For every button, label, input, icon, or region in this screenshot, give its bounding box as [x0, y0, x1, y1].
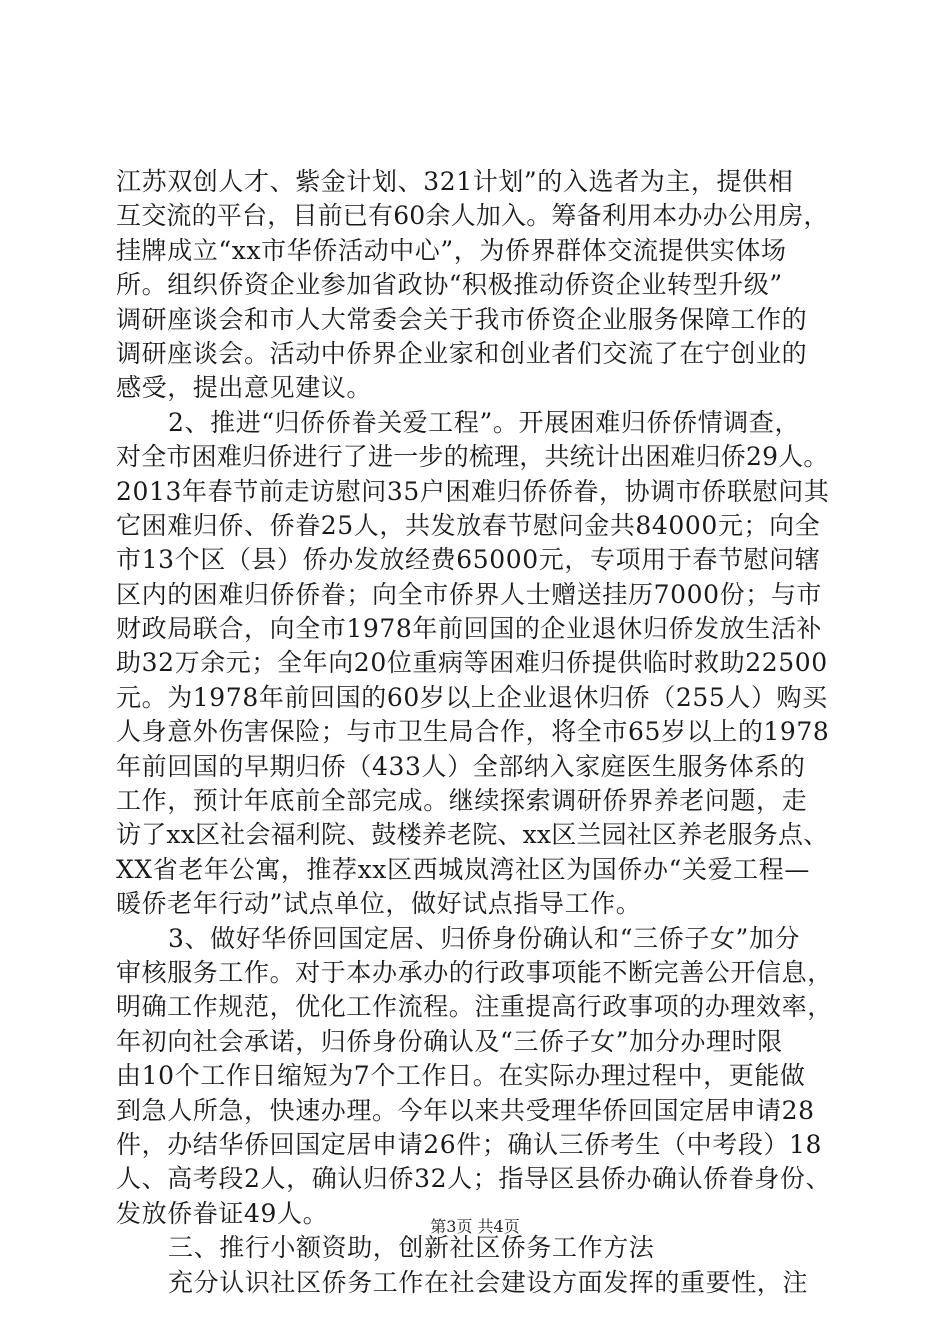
text-line: 访了xx区社会福利院、鼓楼养老院、xx区兰园社区养老服务点、 — [116, 820, 829, 850]
text-line: 工作，预计年底前全部完成。继续探索调研侨界养老问题，走 — [116, 786, 808, 816]
text-line: 2013年春节前走访慰问35户困难归侨侨眷，协调市侨联慰问其 — [116, 476, 830, 506]
text-line: 审核服务工作。对于本办承办的行政事项能不断完善公开信息， — [116, 957, 833, 987]
text-line: 市13个区（县）侨办发放经费65000元，专项用于春节慰问辖 — [116, 545, 821, 575]
text-line: 充分认识社区侨务工作在社会建设方面发挥的重要性，注 — [168, 1267, 809, 1297]
text-line: 暖侨老年行动”试点单位，做好试点指导工作。 — [116, 889, 642, 919]
body-text — [116, 165, 836, 1300]
text-line: 调研座谈会。活动中侨界企业家和创业者们交流了在宁创业的 — [116, 338, 808, 368]
text-line: 明确工作规范，优化工作流程。注重提高行政事项的办理效率， — [116, 992, 833, 1022]
text-line: 年前回国的早期归侨（433人）全部纳入家庭医生服务体系的 — [116, 751, 806, 781]
text-line: 到急人所急，快速办理。今年以来共受理华侨回国定居申请28 — [116, 1095, 815, 1125]
text-line: 件，办结华侨回国定居申请26件；确认三侨考生（中考段）18 — [116, 1129, 823, 1159]
text-line: 元。为1978年前回国的60岁以上企业退休归侨（255人）购买 — [116, 682, 828, 712]
text-line: 人、高考段2人，确认归侨32人；指导区县侨办确认侨眷身份、 — [116, 1164, 832, 1194]
text-line: 它困难归侨、侨眷25人，共发放春节慰问金共84000元；向全 — [116, 510, 821, 540]
text-line: 财政局联合，向全市1978年前回国的企业退休归侨发放生活补 — [116, 614, 823, 644]
text-line: 3、做好华侨回国定居、归侨身份确认和“三侨子女”加分 — [168, 923, 801, 953]
text-line: 区内的困难归侨侨眷；向全市侨界人士赠送挂历7000份；与市 — [116, 579, 823, 609]
text-line: 由10个工作日缩短为7个工作日。在实际办理过程中，更能做 — [116, 1061, 806, 1091]
text-line: 年初向社会承诺，归侨身份确认及“三侨子女”加分办理时限 — [116, 1026, 783, 1056]
text-line: 发放侨眷证49人。 — [116, 1198, 329, 1228]
text-line: 三、推行小额资助，创新社区侨务工作方法 — [168, 1233, 655, 1263]
text-line: 江苏双创人才、紫金计划、321计划”的入选者为主，提供相 — [116, 167, 794, 196]
text-line: 调研座谈会和市人大常委会关于我市侨资企业服务保障工作的 — [116, 304, 808, 334]
text-line: 互交流的平台，目前已有60余人加入。筹备利用本办办公用房， — [116, 201, 829, 231]
text-line: 对全市困难归侨进行了进一步的梳理，共统计出困难归侨29人。 — [116, 442, 829, 472]
text-line: 挂牌成立“xx市华侨活动中心”，为侨界群体交流提供实体场 — [116, 235, 787, 265]
page-number-footer: 第3页 共4页 — [430, 1217, 520, 1236]
text-line: 人身意外伤害保险；与市卫生局合作，将全市65岁以上的1978 — [116, 717, 830, 747]
text-line: 助32万余元；全年向20位重病等困难归侨提供临时救助22500 — [116, 648, 828, 678]
text-line: 所。组织侨资企业参加省政协“积极推动侨资企业转型升级” — [116, 270, 783, 300]
text-line: 感受，提出意见建议。 — [116, 373, 373, 403]
text-line: 2、推进“归侨侨眷关爱工程”。开展困难归侨侨情调查， — [168, 407, 801, 437]
text-line: XX省老年公寓，推荐xx区西城岚湾社区为国侨办“关爱工程— — [116, 854, 810, 884]
